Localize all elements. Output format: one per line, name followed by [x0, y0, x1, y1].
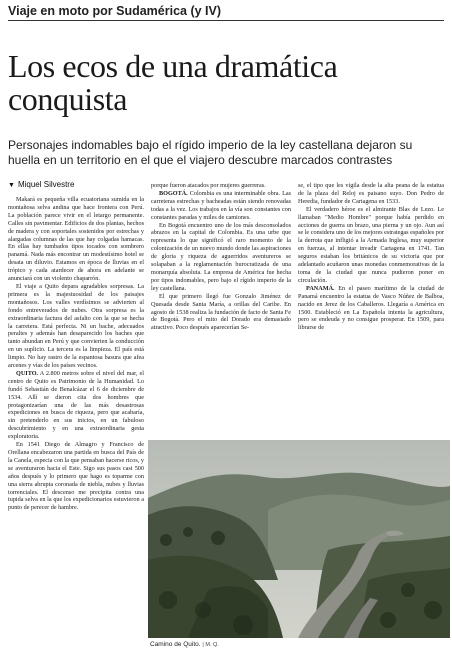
paragraph-text: A 2.800 metros sobre el nivel del mar, el centro de Quito es Patrimonio de la Humanidad. Lo fundó Sebastián de Benalcázar el 6 de diciembre de 1534. Allí se dieron cita dos hombres que protagonizarían una de las más desastrosas expediciones en busca de riqueza, pero que acabaría, sin pretenderlo en sus inicios, en un fabuloso descubrimiento y en una extraordinaria gesta exploratoria.	[8, 369, 144, 441]
byline-triangle-icon: ▼	[8, 182, 15, 189]
paragraph	[151, 190, 291, 222]
column-2	[151, 182, 291, 332]
paragraph: porque fueron atacados por mujeres guerreras.	[151, 182, 266, 189]
paragraph	[8, 370, 144, 441]
paragraph: se, el tipo que les vigila desde la alta peana de la estatua de la plaza del Reloj es paisano suyo. Don Pedro de Heredia, fundador de Cartagena en 1533.	[298, 182, 444, 205]
section-lead-quito: QUITO.	[16, 369, 39, 377]
section-lead-panama: PANAMÁ.	[306, 284, 335, 292]
column-3	[298, 182, 444, 332]
paragraph: En Bogotá encuentro uno de los más desconsolados abrazos en la capital de Colombia. Es una urbe que representa lo que significó el raro momento de la colonización de un nuevo mundo donde las aspiraciones de gloria y riqueza de aguerridos aventureros se solapaban a la reglamentación burocratizada de una monarquía absoluta. La empresa de América fue hecha por tipos indomables, pero bajo el rígido imperio de la ley castellana.	[151, 221, 291, 292]
byline-author: Miquel Silvestre	[17, 180, 75, 189]
paragraph: Makará es pequeña villa ecuatoriana sumida en la montañosa selva andina que hace frontera con Perú. La población parece vivir en el letargo permanente. Calles sin pavimentar. Edificios de dos plantas, hechos de madera y con soportales sostenidos por estrechas y alargadas columnas de las que hay colgadas hamacas. En ellas hay tumbados tipos tocados con sombrero panamá. Nada más encontrar un modestísimo hotel se desata un diluvio. Estamos en época de lluvias en el trópico y cada atardecer de ahora en adelante se anunciará con un violento chaparrón.	[8, 196, 144, 283]
section-lead-bogota: BOGOTÁ.	[159, 189, 188, 197]
paragraph-text: Colombia es una interminable obra. Las carreteras estrechas y bacheadas están siendo renovadas todas a la vez. Los trabajos en la vía son constantes con constantes paradas y miles de camiones.	[151, 189, 291, 221]
column-1	[8, 196, 144, 512]
paragraph: El viaje a Quito depara agradables sorpresas. La primera es la majestuosidad de los paisajes montañosos. Los valles verdísimos se advierten al fondo entreverados de nubes. Otra sorpresa es la extraordinaria factura del asfalto con la que se hecha la carretera. Está perfecta. Ni un bache, adecuados peraltes y además han desaparecido los baches que tanto abundan en Perú y que convierten la conducción en un suplicio. La tercera es la limpieza. El país está limpio. No hay rastro de la espantosa basura que afea arcenes y vías de los países vecinos.	[8, 282, 144, 370]
paragraph: En 1541 Diego de Almagro y Francisco de Orellana encabezaron una partida en busca del País de la Canela, especia con la que pensaban hacerse ricos, y se aventuraron hacia el Este. Sigo sus pasos casi 500 años después y lo primero que hago es toparme con una sierra abrupta coronada de niebla, nubes y lluvias torrenciales. El descenso me precipita contra una tupida selva en la que los expedicionarios estuvieron a punto de perecer de hambre.	[8, 441, 144, 512]
paragraph-text: En el paseo marítimo de la ciudad de Panamá encuentro la estatua de Vasco Núñez de Balboa, nacido en Jerez de los Caballeros. Llegaría a América en 1500. Estableció en La Española intenta la agricultura, pero se endeuda y no consigue prosperar. En 1509, para librarse de	[298, 284, 445, 332]
road-photo	[148, 440, 450, 638]
paragraph: El que primero llegó fue Gonzalo Jiménez de Quesada desde Santa María, a orillas del Caribe. En agosto de 1538 realiza la fundación de facto de Santa Fe de Bogotá. Pero el mito del Dorado era demasiado atractivo. Poco después aparecerían Se-	[151, 292, 291, 332]
paragraph: El verdadero héroe es el almirante Blas de Lezo. Le llamaban "Medio Hombre" porque había perdido en acciones de guerra un brazo, una pierna y un ojo. Aun así se le considera uno de los mejores estrategas españoles por la derrota que infligió a la Armada Inglesa, muy superior en fuerzas, al intentar invadir Cartagena en 1741. Tan seguros estaban los británicos de su victoria que por adelantado acuñaron unas monedas conmemorativas de la toma de la ciudad que nunca pudieron poner en circulación.	[298, 205, 444, 284]
caption-credit: | M. Q.	[202, 642, 219, 648]
paragraph	[298, 285, 444, 332]
headline: Los ecos de una dramática conquista	[8, 48, 338, 117]
byline	[8, 180, 144, 189]
photo-caption	[150, 641, 219, 648]
deck-subtitle: Personajes indomables bajo el rígido imperio de la ley castellana dejaron su huella en un territorio en el que el viajero descubre marcados contrastes	[8, 138, 413, 167]
caption-text: Camino de Quito.	[150, 641, 201, 648]
section-kicker: Viaje en moto por Sudamérica (y IV)	[8, 4, 444, 21]
